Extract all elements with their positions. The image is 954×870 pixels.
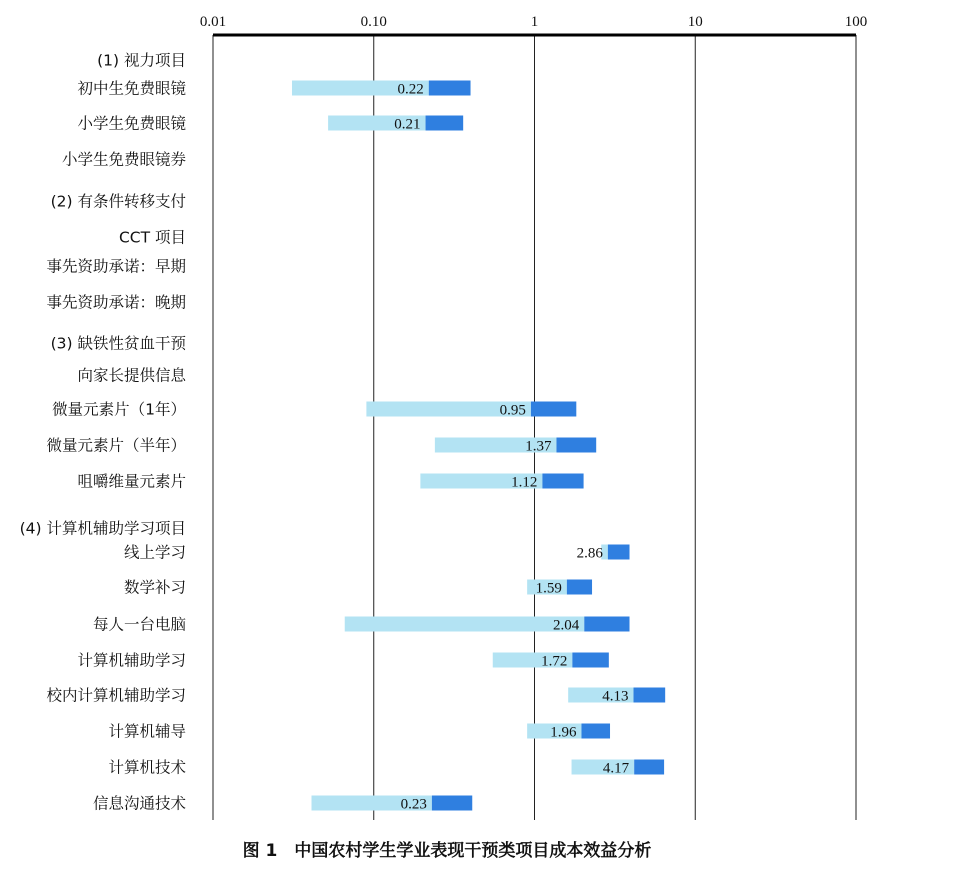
category-label: 线上学习 (123, 543, 186, 562)
bar-upper-range (567, 580, 592, 595)
bar-upper-range (634, 688, 666, 703)
category-label: 每人一台电脑 (92, 615, 186, 634)
category-label: 初中生免费眼镜 (77, 79, 186, 98)
bar-upper-range (432, 796, 472, 811)
x-axis (200, 14, 867, 820)
bar-upper-range (634, 760, 664, 775)
data-label: 2.86 (576, 545, 603, 562)
category-label: CCT 项目 (118, 228, 186, 247)
x-tick-label: 10 (687, 14, 703, 30)
bar-upper-range (556, 438, 596, 453)
data-label: 0.95 (499, 402, 526, 419)
group-header-label: (3) 缺铁性贫血干预 (50, 334, 186, 353)
category-label: 事先资助承诺：晚期 (46, 293, 186, 312)
category-label: 咀嚼维量元素片 (77, 472, 186, 491)
category-label: 计算机辅导 (108, 722, 186, 741)
category-label: 微量元素片（半年） (46, 436, 186, 455)
bar-lower-range (345, 617, 585, 632)
category-label: 微量元素片（1年） (52, 400, 186, 419)
group-header-label: (2) 有条件转移支付 (50, 192, 186, 211)
data-label: 1.96 (550, 724, 577, 741)
data-label: 2.04 (553, 617, 580, 634)
data-label: 1.12 (511, 474, 538, 491)
data-label: 4.13 (602, 688, 629, 705)
bar-upper-range (542, 474, 583, 489)
category-label: 小学生免费眼镜券 (61, 150, 186, 169)
data-label: 0.22 (397, 81, 424, 98)
x-tick-label: 0.10 (360, 14, 387, 30)
category-label: 计算机技术 (108, 758, 186, 777)
bar-upper-range (572, 653, 608, 668)
bar-upper-range (581, 724, 610, 739)
data-label: 0.23 (400, 796, 427, 813)
data-label: 0.21 (394, 116, 421, 133)
bar-upper-range (426, 116, 464, 131)
x-tick-label: 1 (530, 14, 539, 30)
data-label: 1.37 (525, 438, 552, 455)
group-header-label: (1) 视力项目 (97, 51, 186, 70)
figure-caption: 图 1 中国农村学生学业表现干预类项目成本效益分析 (242, 841, 652, 861)
category-label: 事先资助承诺：早期 (46, 257, 186, 276)
category-label: 小学生免费眼镜 (77, 114, 186, 133)
x-tick-label: 0.01 (199, 14, 227, 30)
group-header-label: (4) 计算机辅助学习项目 (19, 519, 186, 538)
bar-upper-range (531, 402, 576, 417)
x-tick-label: 100 (844, 14, 868, 30)
category-label: 数学补习 (123, 578, 186, 597)
bar-upper-range (584, 617, 629, 632)
category-label: 计算机辅助学习 (77, 651, 186, 670)
bar-upper-range (608, 545, 630, 560)
data-label: 1.59 (535, 580, 562, 597)
data-label: 1.72 (541, 653, 568, 670)
data-label: 4.17 (602, 760, 630, 777)
labels (20, 52, 630, 813)
category-label: 向家长提供信息 (77, 366, 186, 385)
category-label: 信息沟通技术 (92, 794, 186, 813)
bar-upper-range (429, 81, 471, 96)
category-label: 校内计算机辅助学习 (46, 686, 186, 705)
